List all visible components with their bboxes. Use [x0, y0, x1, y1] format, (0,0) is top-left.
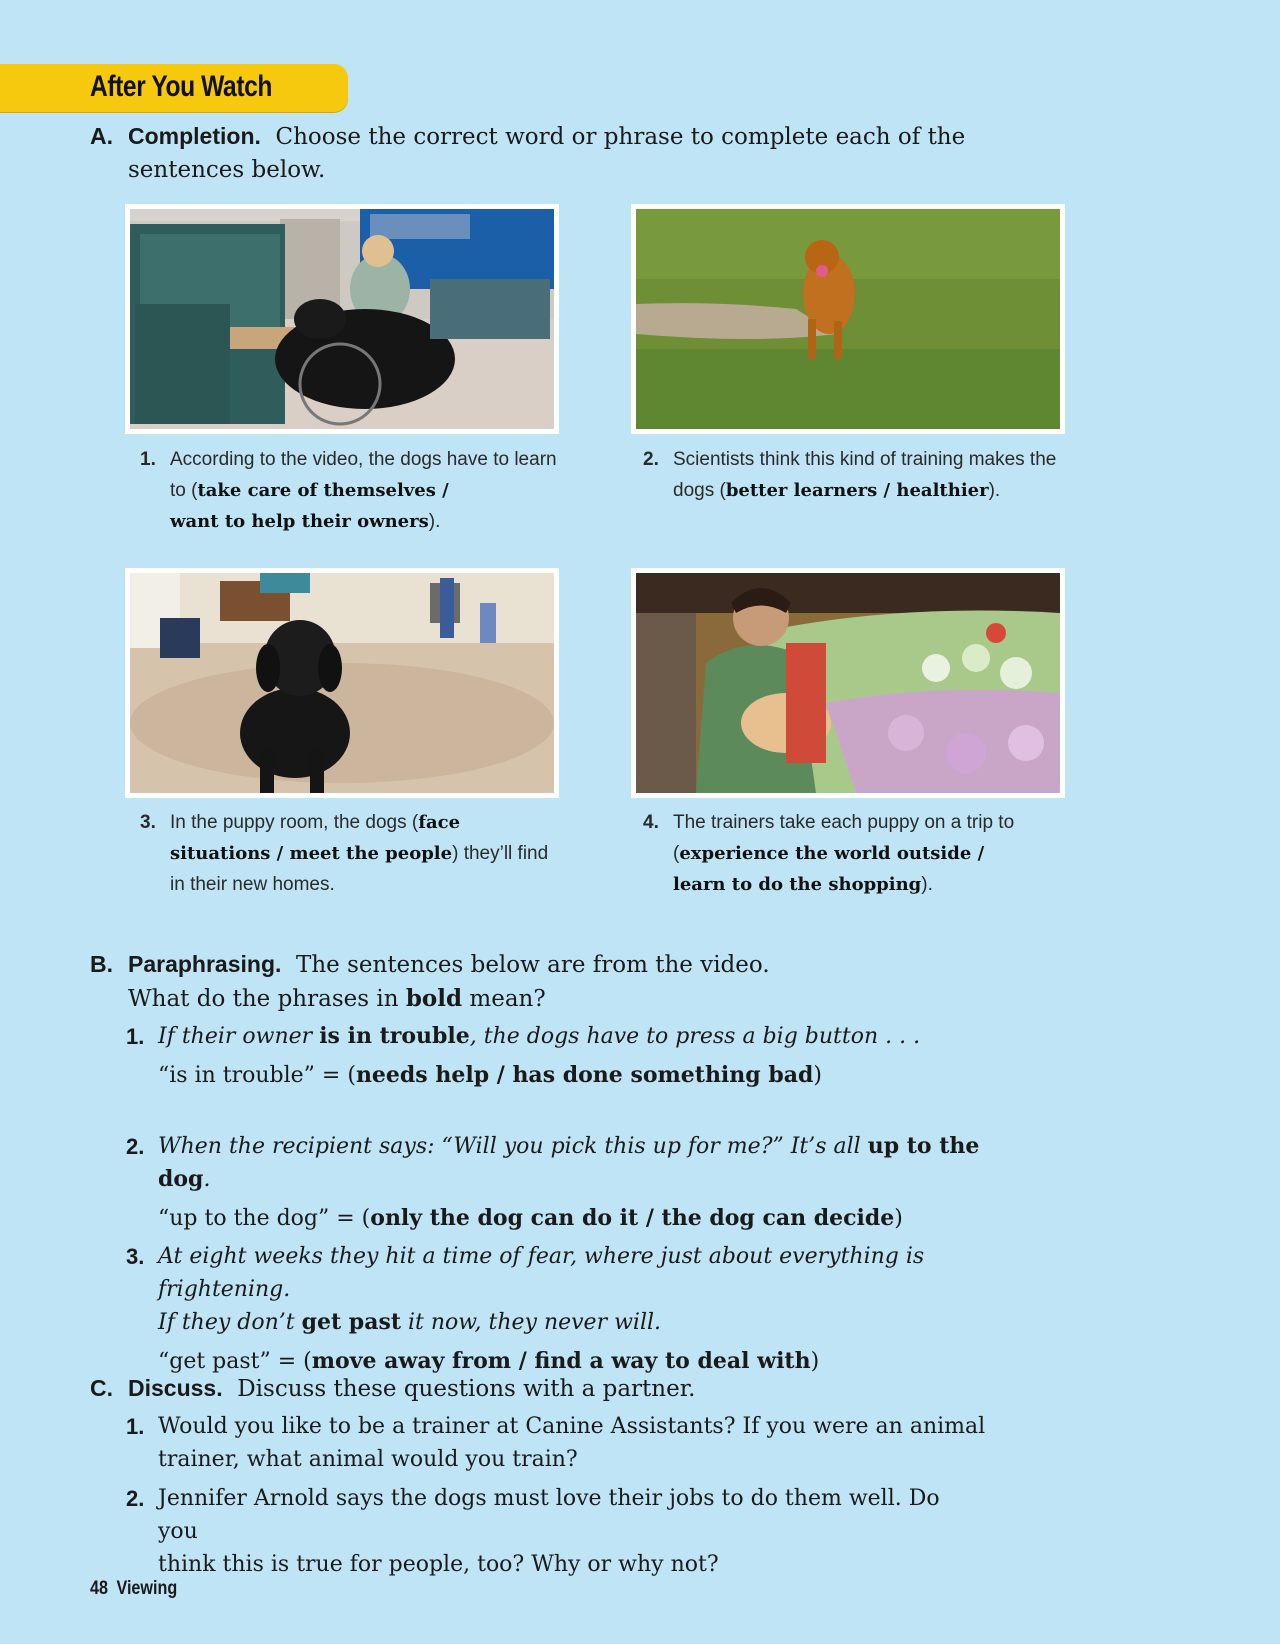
- paraphrase-item-3-number: 3.: [126, 1244, 145, 1269]
- completion-item-4-option-a[interactable]: experience the world outside /: [679, 843, 985, 864]
- section-a-instruction-2: sentences below.: [128, 157, 326, 183]
- paraphrase-item-2-phrase: up to the dog: [158, 1133, 980, 1192]
- photo-dog-opening-drawer: [125, 204, 559, 434]
- completion-item-4: [643, 807, 1063, 900]
- paraphrase-item-2-quote-start: When the recipient says: “Will you pick this up for me?” It’s all: [158, 1134, 861, 1159]
- paraphrase-item-2-quote-end: .: [203, 1167, 211, 1192]
- section-b-heading: [90, 948, 990, 1016]
- discuss-item-2: [126, 1482, 986, 1581]
- section-b-label: Paraphrasing.: [128, 951, 282, 977]
- discuss-item-1-line-1: Would you like to be a trainer at Canine Assistants? If you were an animal: [158, 1414, 986, 1439]
- completion-item-2-stem: Scientists think this kind of training makes the dogs (: [673, 449, 1057, 501]
- completion-item-1-end: ).: [428, 511, 441, 532]
- paraphrase-item-1-quote-end: , the dogs have to press a big button . . .: [469, 1024, 921, 1049]
- completion-item-4-number: 4.: [643, 812, 659, 833]
- section-c-letter: C.: [90, 1375, 113, 1401]
- section-banner: [0, 64, 348, 112]
- completion-item-1-stem: According to the video, the dogs have to learn to (: [170, 449, 557, 501]
- banner-title: After You Watch: [90, 70, 273, 103]
- paraphrase-item-2-options[interactable]: only the dog can do it / the dog can decide: [370, 1205, 895, 1231]
- completion-item-3-end: ) they’ll find in their new homes.: [170, 843, 549, 895]
- discuss-item-1: [126, 1410, 986, 1476]
- discuss-item-2-line-1: Jennifer Arnold says the dogs must love their jobs to do them well. Do you: [158, 1486, 940, 1544]
- photo-puppy-grocery-store: [631, 568, 1065, 798]
- section-b-instruction-2b: mean?: [469, 986, 546, 1012]
- discuss-item-1-line-2: trainer, what animal would you train?: [158, 1447, 578, 1472]
- paraphrase-item-1-answer-end: ): [813, 1063, 822, 1088]
- paraphrase-item-2: [126, 1130, 986, 1235]
- paraphrase-item-1-answer-label: “is in trouble” = (: [158, 1063, 356, 1088]
- section-a-heading: [90, 120, 990, 187]
- page-footer: [90, 1578, 177, 1600]
- completion-item-3: [140, 807, 560, 900]
- discuss-item-2-line-2: think this is true for people, too? Why or why not?: [158, 1552, 719, 1577]
- photo-puppy-room: [125, 568, 559, 798]
- paraphrase-item-2-answer-label: “up to the dog” = (: [158, 1206, 371, 1231]
- section-a-letter: A.: [90, 123, 113, 149]
- completion-item-4-option-b[interactable]: learn to do the shopping: [673, 874, 922, 895]
- paraphrase-item-2-answer-end: ): [894, 1206, 903, 1231]
- completion-item-3-options[interactable]: face situations / meet the people: [170, 812, 461, 864]
- section-b-instruction-2a: What do the phrases in: [128, 986, 399, 1012]
- section-b-instruction-bold: bold: [405, 985, 463, 1012]
- completion-item-1-option-a[interactable]: take care of themselves /: [197, 480, 449, 501]
- section-c-instruction: Discuss these questions with a partner.: [237, 1376, 696, 1402]
- paraphrase-item-1-options[interactable]: needs help / has done something bad: [355, 1062, 814, 1088]
- completion-item-3-stem: In the puppy room, the dogs (: [170, 812, 419, 833]
- photo-dog-running-grass: [631, 204, 1065, 434]
- discuss-item-2-number: 2.: [126, 1486, 145, 1511]
- paraphrase-item-3-answer-end: ): [810, 1349, 820, 1374]
- completion-item-1-option-b[interactable]: want to help their owners: [170, 511, 429, 532]
- paraphrase-item-3: [126, 1240, 986, 1378]
- paraphrase-item-1-quote-start: If their owner: [158, 1024, 313, 1049]
- paraphrase-item-1-number: 1.: [126, 1024, 145, 1049]
- page-number: 48: [90, 1578, 108, 1599]
- paraphrase-item-1: [126, 1020, 986, 1092]
- section-a-instruction-1: Choose the correct word or phrase to complete each of the: [275, 124, 966, 150]
- completion-item-4-end: ).: [921, 874, 933, 895]
- paraphrase-item-2-number: 2.: [126, 1134, 145, 1159]
- completion-item-1-number: 1.: [140, 449, 156, 470]
- section-c-heading: [90, 1372, 990, 1406]
- paraphrase-item-3-quote-end: it now, they never will.: [408, 1310, 662, 1335]
- paraphrase-item-3-options[interactable]: move away from / find a way to deal with: [311, 1348, 811, 1374]
- completion-item-1: [140, 444, 560, 537]
- completion-item-3-number: 3.: [140, 812, 156, 833]
- footer-section-name: Viewing: [116, 1578, 178, 1599]
- completion-item-4-stem: The trainers take each puppy on a trip to (: [673, 812, 1015, 864]
- paraphrase-item-3-quote-start: If they don’t: [158, 1310, 295, 1335]
- paraphrase-item-3-quote-line-1: At eight weeks they hit a time of fear, where just about everything is frightening.: [158, 1244, 925, 1302]
- paraphrase-item-1-phrase: is in trouble: [319, 1023, 470, 1049]
- section-a-label: Completion.: [128, 123, 261, 149]
- completion-item-2-number: 2.: [643, 449, 659, 470]
- paraphrase-item-3-phrase: get past: [301, 1309, 401, 1335]
- completion-item-2: [643, 444, 1063, 506]
- paraphrase-item-3-answer-label: “get past” = (: [158, 1349, 312, 1374]
- completion-item-2-options[interactable]: better learners / healthier: [725, 480, 989, 501]
- completion-item-2-end: ).: [988, 480, 1001, 501]
- discuss-item-1-number: 1.: [126, 1414, 145, 1439]
- section-b-instruction-1: The sentences below are from the video.: [296, 952, 770, 978]
- section-c-label: Discuss.: [128, 1375, 223, 1401]
- section-b-letter: B.: [90, 951, 113, 977]
